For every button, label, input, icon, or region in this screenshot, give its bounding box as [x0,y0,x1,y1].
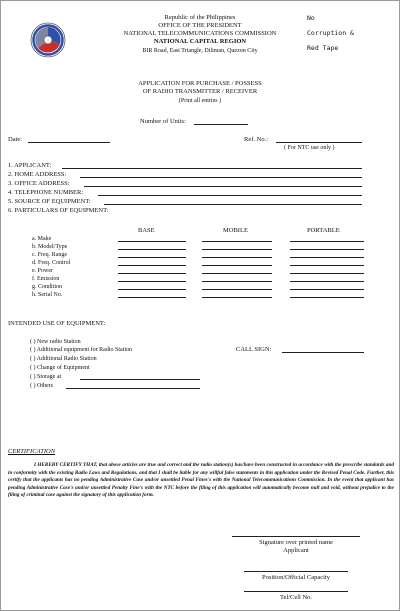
freq-range-base-field[interactable] [118,257,186,258]
ref-no-field[interactable] [276,142,362,143]
freq-control-mobile-field[interactable] [202,265,272,266]
office-address-field[interactable] [84,186,362,187]
emission-portable-field[interactable] [290,281,364,282]
row-power: e. Power [32,268,53,274]
option-change-equipment[interactable]: ( ) Change of Equipment [30,365,90,371]
row-serial: h. Serial No. [32,292,63,298]
condition-mobile-field[interactable] [202,289,272,290]
form-title-2: OF RADIO TRANSMITTER / RECEIVER [142,88,258,95]
row-freq-control: d. Freq. Control [32,260,71,266]
condition-portable-field[interactable] [290,289,364,290]
row-emission: f. Emission [32,276,60,282]
office-address-label: 3. OFFICE ADDRESS: [8,180,70,187]
freq-control-portable-field[interactable] [290,265,364,266]
condition-base-field[interactable] [118,289,186,290]
telephone-label: 4. TELEPHONE NUMBER: [8,189,84,196]
date-field[interactable] [28,142,110,143]
emission-base-field[interactable] [118,281,186,282]
option-others[interactable]: ( ) Others [30,383,53,389]
row-freq-range: c. Freq. Range [32,252,67,258]
tel-line[interactable] [244,591,348,592]
num-units-label: Number of Units: [140,118,186,125]
position-caption: Position/Official Capacity [262,574,330,581]
applicant-field[interactable] [62,168,362,169]
make-mobile-field[interactable] [202,241,272,242]
intended-use-label: INTENDED USE OF EQUIPMENT: [8,320,106,327]
applicant-label: 1. APPLICANT: [8,162,52,169]
call-sign-label: CALL SIGN: [236,346,272,353]
make-base-field[interactable] [118,241,186,242]
row-make: a. Make [32,236,52,242]
source-label: 5. SOURCE OF EQUIPMENT: [8,198,91,205]
power-base-field[interactable] [118,273,186,274]
num-units-field[interactable] [194,124,248,125]
row-model: b. Model/Type [32,244,68,250]
form-title-3: (Print all entries ) [178,98,222,104]
certification-heading: CERTIFICATION [8,448,56,455]
header-ntc: NATIONAL TELECOMMUNICATIONS COMMISSION [123,30,277,37]
serial-base-field[interactable] [118,297,186,298]
header-region: NATIONAL CAPITAL REGION [153,38,247,45]
applicant-caption: Applicant [283,547,309,554]
power-mobile-field[interactable] [202,273,272,274]
serial-portable-field[interactable] [290,297,364,298]
row-condition: g. Condition [32,284,63,290]
home-address-field[interactable] [80,177,362,178]
header-address: BIR Road, East Triangle, Diliman, Quezon City [142,48,258,54]
date-label: Date: [8,136,23,143]
option-additional-equipment[interactable]: ( ) Additional equipment for Radio Station [30,347,132,353]
freq-range-mobile-field[interactable] [202,257,272,258]
position-line[interactable] [244,571,348,572]
make-portable-field[interactable] [290,241,364,242]
freq-range-portable-field[interactable] [290,257,364,258]
model-base-field[interactable] [118,249,186,250]
ntc-use-note: ( For NTC use only ) [284,145,335,151]
ref-no-label: Ref. No.: [244,136,269,143]
header-office: OFFICE OF THE PRESIDENT [158,22,242,29]
particulars-label: 6. PARTICULARS OF EQUIPMENT: [8,207,109,214]
side-note-3: Red Tape [307,44,339,52]
others-field[interactable] [66,388,200,389]
side-note-1: No [307,14,315,22]
storage-field[interactable] [80,379,200,380]
home-address-label: 2. HOME ADDRESS: [8,171,67,178]
source-field[interactable] [104,204,362,205]
signature-line[interactable] [232,536,360,537]
power-portable-field[interactable] [290,273,364,274]
call-sign-field[interactable] [282,352,364,353]
option-new-station[interactable]: ( ) New radio Station [30,339,81,345]
option-additional-station[interactable]: ( ) Additional Radio Station [30,356,97,362]
col-portable: PORTABLE [307,227,340,234]
serial-mobile-field[interactable] [202,297,272,298]
telephone-field[interactable] [98,195,362,196]
model-mobile-field[interactable] [202,249,272,250]
col-base: BASE [138,227,155,234]
signature-caption: Signature over printed name [259,539,333,546]
tel-caption: Tel/Cell No. [279,594,313,601]
model-portable-field[interactable] [290,249,364,250]
certification-text: I HEREBY CERTIFY THAT, that above articles are true and correct and the radio station(s) has/have been constructed in accordance with the prescribe standards and in conformity with the existing Radio Laws and Regulations, and that I shall be liable for any willful false statements in this application under the Revised Penal Code. Further, this certify that the applicants has no pending Administrative Case and/or unsettled Penal Fines's with the National Telecommunications Commission. In the event that applicant has pending Administrative Case's and/or unsettled Penalty Fine's with the NTC before the filing of this application will automatically become null and void, without prejudice to the filing of criminal case against the signatory of this application form. [8,462,394,499]
col-mobile: MOBILE [223,227,248,234]
header-republic: Republic of the Philippines [164,14,236,21]
freq-control-base-field[interactable] [118,265,186,266]
form-title-1: APPLICATION FOR PURCHASE / POSSESS [138,80,262,87]
side-note-2: Corruption & [307,29,354,37]
option-storage[interactable]: ( ) Storage at [30,374,62,380]
emission-mobile-field[interactable] [202,281,272,282]
